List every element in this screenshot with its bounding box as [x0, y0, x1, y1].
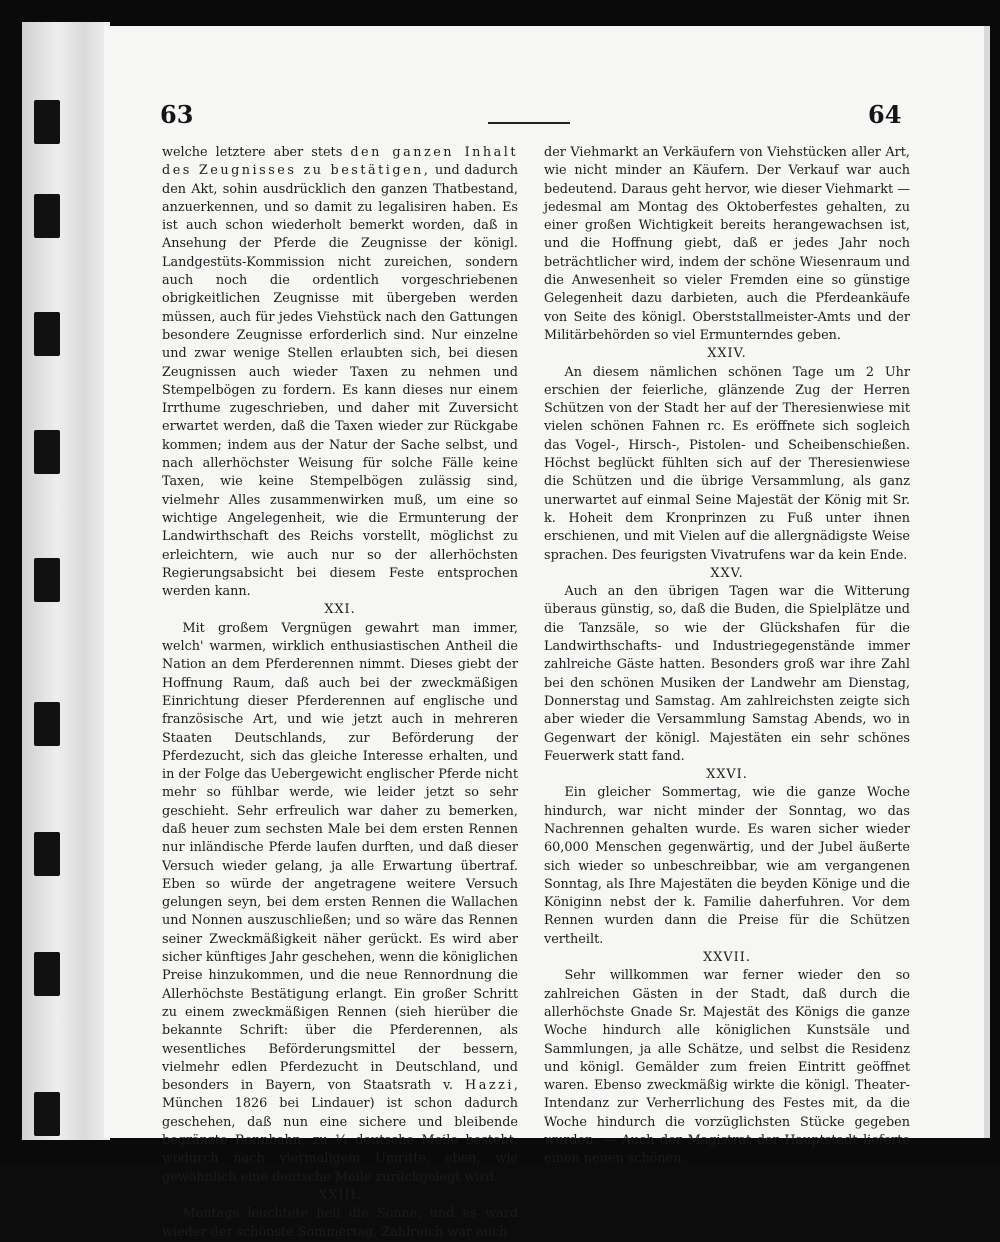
- section-heading-xxv: XXV.: [710, 565, 744, 581]
- binding-tab: [34, 100, 60, 144]
- spaced-text: Hazzi: [465, 1078, 514, 1094]
- text-run: Mit großem Vergnügen gewahrt man immer, welch' warmen, wirklich enthusiastischen Antheil die Nation an dem Pferderennen nimmt. Dieses giebt der Hoffnung Raum, daß auch bei der zweckmäßigen Einrichtung dieser Pferderennen auf englische und französische Art, und wie jetzt auch in mehreren Staaten Deutschlands, zur Beförderung der Pferdezucht, sich das gleiche Interesse erhalten, und in der Folge das Uebergewicht englischer Pferde nicht mehr so fühlbar werde, wie leider jetzt so sehr geschieht. Sehr erfreulich war daher zu bemerken, daß heuer zum sechsten Male bei dem ersten Rennen nur inländische Pferde laufen durften, und daß dieser Versuch wieder gelang, ja alle Erwartung übertraf. Eben so würde der angetragene weitere Versuch gelungen seyn, bei dem ersten Rennen die Wallachen und Nonnen auszuschließen; und so wäre das Rennen seiner Zweckmäßigkeit näher gerückt. Es wird aber sicher künftiges Jahr geschehen, wenn die königlichen Preise hinzukommen, und die neue Rennordnung die Allerhöchste Bestätigung erlangt. Ein großer Schritt zu einem zweckmäßigen Rennen (sieh hierüber die bekannte Schrift: über die Pferderennen, als wesentliches Beförderungsmittel der bessern, vielmehr edlen Pferdezucht in Deutschland, und besonders in Bayern, von Staatsrath v.: [162, 620, 518, 1094]
- binding-tab: [34, 1092, 60, 1136]
- paragraph: Sehr willkommen war ferner wieder den so zahlreichen Gästen in der Stadt, daß durch die allerhöchste Gnade Sr. Majestät des Königs die ganze Woche hindurch alle königlichen Kunstsäle und Sammlungen, ja alle Schätze, und selbst die Residenz und königl. Gemälder zum freien Eintritt geöffnet waren. Ebenso zweckmäßig wirkte die königl. Theater-Intendanz zur Verherrlichung des Festes mit, da die Woche hindurch die vorzüglichsten Stücke gegeben wurden. — Auch der Magistrat der Hauptstadt lieferte einen neuen schönen: [544, 968, 910, 1167]
- paragraph: [162, 144, 518, 601]
- binding-tab: [34, 312, 60, 356]
- section-heading-xxiii: XXIII.: [318, 1187, 362, 1203]
- section-heading-xxvi: XXVI.: [706, 767, 748, 783]
- section-heading-xxi: XXI.: [324, 602, 356, 618]
- right-column: [544, 144, 910, 1169]
- paragraph: An diesem nämlichen schönen Tage um 2 Uhr erschien der feierliche, glänzende Zug der Herren Schützen von der Stadt her auf der Theresienwiese mit vielen schönen Fahnen rc. Es eröffnete sich sogleich das Vogel-, Hirsch-, Pistolen- und Scheibenschießen. Höchst beglückt fühlten sich auf der Theresienwiese die Schützen und die übrige Versammlung, als ganz unerwartet auf einmal Seine Majestät der König mit Sr. k. Hoheit dem Kronprinzen zu Fuß unter ihnen erschienen, und mit Vielen auf die allergnädigste Weise sprachen. Des feurigsten Vivatrufens war da kein Ende.: [544, 364, 910, 563]
- text-run: welche letztere aber stets: [162, 145, 351, 160]
- binding-tab: [34, 832, 60, 876]
- section-heading-xxvii: XXVII.: [703, 950, 751, 966]
- page-number-right: 64: [868, 100, 902, 129]
- paragraph: Ein gleicher Sommertag, wie die ganze Woche hindurch, war nicht minder der Sonntag, wo das Nachrennen gehalten wurde. Es waren sicher wieder 60,000 Menschen gegenwärtig, und der Jubel äußerte sich wieder so unbeschreibbar, wie am vergangenen Sonntag, als Ihre Majestäten die beyden Könige und die Königinn nebst der k. Familie daherfuhren. Vor dem Rennen wurden dann die Preise für die Schützen vertheilt.: [544, 785, 910, 947]
- binding-tab: [34, 702, 60, 746]
- paragraph: der Viehmarkt an Verkäufern von Viehstücken aller Art, wie nicht minder an Käufern. Der Verkauf war auch bedeutend. Daraus geht hervor, wie dieser Viehmarkt — jedesmal am Montag des Oktoberfestes gehalten, zu einer großen Wichtigkeit bereits herangewachsen ist, und die Hoffnung giebt, daß er jedes Jahr noch beträchtlicher wird, indem der schöne Wiesenraum und die Anwesenheit so vieler Fremden eine so günstige Gelegenheit dazu darbieten, auch die Pferdeankäufe von Seite des königl. Oberststallmeister-Amts und der Militärbehörden so viel Ermunterndes geben.: [544, 145, 910, 343]
- left-column: [162, 144, 518, 1242]
- paragraph: [162, 620, 518, 1187]
- binding-tab: [34, 952, 60, 996]
- book-binding: [22, 22, 110, 1140]
- binding-tab: [34, 194, 60, 238]
- spaced-text: den ganzen Inhalt des Zeugnisses zu bestätigen,: [162, 145, 518, 179]
- binding-tab: [34, 558, 60, 602]
- page-number-left: 63: [160, 100, 194, 129]
- header-rule: [488, 122, 570, 124]
- paragraph: Montags leuchtete hell die Sonne, und es ward wieder der schönste Sommertag. Zahlreich war auch: [162, 1206, 518, 1240]
- page-edge: [984, 26, 990, 1138]
- binding-tab: [34, 430, 60, 474]
- text-run: , München 1826 bei Lindauer) ist schon dadurch geschehen, daß nun eine sichere und bleibende begränzte Rennbahn, zu ¼ deutsche Meile besteht, wodurch nach viermaligem Umritte, eben, wie gewöhnlich eine deutsche Meile zurückgelegt wird.: [162, 1078, 518, 1185]
- text-run: und dadurch den Akt, sohin ausdrücklich den ganzen Thatbestand, anzuerkennen, und so damit zu legalisiren haben. Es ist auch schon wiederholt bemerkt worden, daß in Ansehung der Pferde die Zeugnisse der königl. Landgestüts-Kommission nicht zureichen, sondern auch noch die ordentlich vorgeschriebenen obrigkeitlichen Zeugnisse mit übergeben werden müssen, auch für jedes Viehstück nach den Gattungen besondere Zeugnisse erforderlich sind. Nur einzelne und zwar wenige Stellen erlaubten sich, bei diesen Zeugnissen auch wieder Taxen zu nehmen und Stempelbögen zu fordern. Es kann dieses nur einem Irrthume zugeschrieben, und daher mit Zuversicht erwartet werden, daß die Taxen wieder zur Rückgabe kommen; indem aus der Natur der Sache selbst, und nach allerhöchster Weisung für solche Fälle keine Taxen, wie keine Stempelbögen zulässig sind, vielmehr Alles zusammenwirken muß, um eine so wichtige Angelegenheit, wie die Ermunterung der Landwirthschaft des Reichs vorstellt, möglichst zu erleichtern, wie auch nur so der allerhöchsten Regierungsabsicht bei diesem Feste entsprochen werden kann.: [162, 163, 518, 600]
- paragraph: Auch an den übrigen Tagen war die Witterung überaus günstig, so, daß die Buden, die Spielplätze und die Tanzsäle, so wie der Glückshafen für die Landwirthschafts- und Industriegegenstände immer zahlreiche Gäste hatten. Besonders groß war ihre Zahl bei den schönen Musiken der Landwehr am Dienstag, Donnerstag und Samstag. Am zahlreichsten zeigte sich aber wieder die Versammlung Samstag Abends, wo in Gegenwart der königl. Majestäten ein sehr schönes Feuerwerk statt fand.: [544, 584, 910, 764]
- section-heading-xxiv: XXIV.: [707, 346, 747, 362]
